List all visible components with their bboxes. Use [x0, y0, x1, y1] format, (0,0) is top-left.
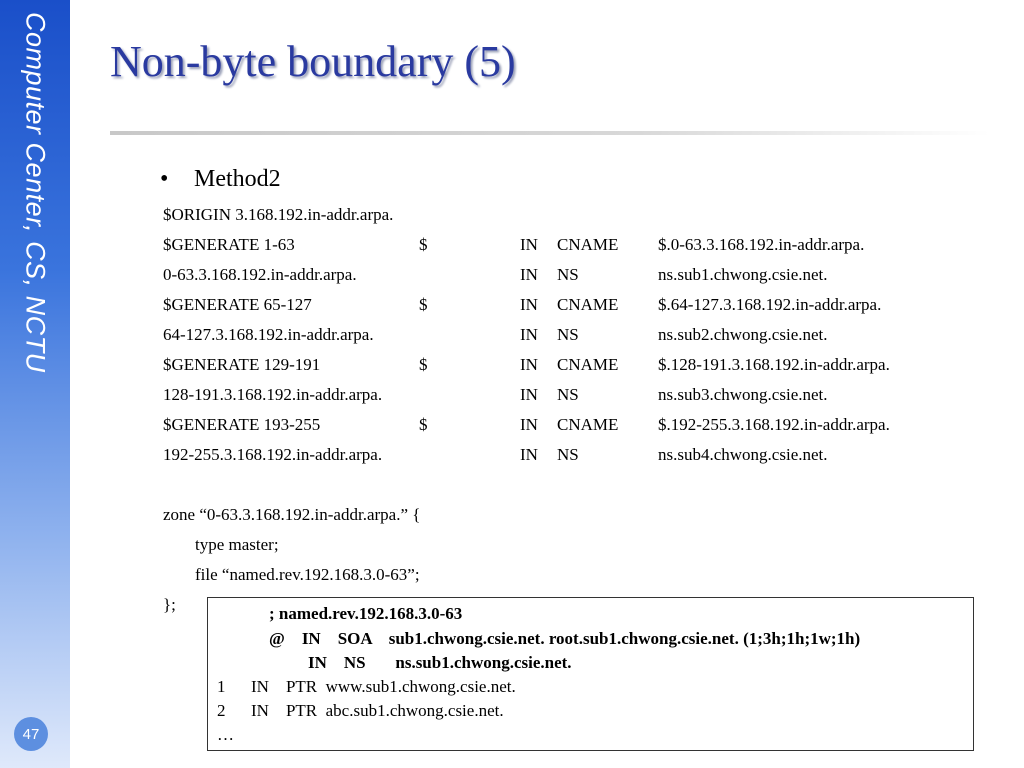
sidebar-org-label: Computer Center, CS, NCTU: [20, 12, 51, 373]
record-value: $.192-255.3.168.192.in-addr.arpa.: [658, 415, 890, 434]
record-name: 192-255.3.168.192.in-addr.arpa.: [163, 445, 383, 464]
title-divider: [110, 131, 990, 135]
zone-open-line: zone “0-63.3.168.192.in-addr.arpa.” {: [163, 505, 421, 524]
record-value: ns.sub2.chwong.csie.net.: [658, 325, 828, 344]
zone-file-ellipsis: …: [217, 725, 234, 744]
origin-line: $ORIGIN 3.168.192.in-addr.arpa.: [163, 205, 394, 224]
record-name: $GENERATE 65-127: [163, 295, 312, 314]
record-value: ns.sub1.chwong.csie.net.: [658, 265, 828, 284]
record-type: NS: [557, 325, 579, 344]
record-type: NS: [557, 385, 579, 404]
zone-file-ns: IN NS ns.sub1.chwong.csie.net.: [308, 653, 572, 672]
record-owner: $: [419, 415, 428, 434]
record-name: $GENERATE 193-255: [163, 415, 321, 434]
zone-type-line: type master;: [195, 535, 279, 554]
record-name: 64-127.3.168.192.in-addr.arpa.: [163, 325, 374, 344]
record-class: IN: [520, 235, 538, 254]
record-class: IN: [520, 445, 538, 464]
slide-title: Non-byte boundary (5): [110, 37, 516, 86]
zone-file-comment: ; named.rev.192.168.3.0-63: [269, 604, 463, 623]
bullet-text: Method2: [194, 166, 281, 192]
bullet-method2: [160, 166, 281, 193]
record-type: CNAME: [557, 295, 619, 314]
zone-close-line: };: [163, 595, 176, 614]
record-name: $GENERATE 1-63: [163, 235, 295, 254]
record-type: CNAME: [557, 355, 619, 374]
sidebar: [0, 0, 70, 768]
record-owner: $: [419, 235, 428, 254]
record-class: IN: [520, 385, 538, 404]
zone-file-box: [207, 597, 974, 751]
record-owner: $: [419, 295, 428, 314]
record-name: 128-191.3.168.192.in-addr.arpa.: [163, 385, 383, 404]
record-class: IN: [520, 265, 538, 284]
zone-file-ptr1: 1 IN PTR www.sub1.chwong.csie.net.: [217, 677, 516, 696]
record-name: $GENERATE 129-191: [163, 355, 321, 374]
zone-file-line: file “named.rev.192.168.3.0-63”;: [195, 565, 420, 584]
record-name: 0-63.3.168.192.in-addr.arpa.: [163, 265, 357, 284]
record-value: $.64-127.3.168.192.in-addr.arpa.: [658, 295, 882, 314]
record-value: $.128-191.3.168.192.in-addr.arpa.: [658, 355, 890, 374]
record-type: CNAME: [557, 415, 619, 434]
record-class: IN: [520, 295, 538, 314]
page-number-badge: 47: [14, 717, 48, 751]
record-value: ns.sub3.chwong.csie.net.: [658, 385, 828, 404]
zone-file-ptr2: 2 IN PTR abc.sub1.chwong.csie.net.: [217, 701, 504, 720]
record-type: NS: [557, 445, 579, 464]
record-class: IN: [520, 325, 538, 344]
zone-file-soa: @ IN SOA sub1.chwong.csie.net. root.sub1.chwong.csie.net. (1;3h;1h;1w;1h): [269, 629, 861, 648]
record-value: $.0-63.3.168.192.in-addr.arpa.: [658, 235, 865, 254]
record-class: IN: [520, 415, 538, 434]
bullet-dot-icon: •: [160, 166, 169, 192]
record-type: NS: [557, 265, 579, 284]
record-type: CNAME: [557, 235, 619, 254]
record-owner: $: [419, 355, 428, 374]
record-class: IN: [520, 355, 538, 374]
record-value: ns.sub4.chwong.csie.net.: [658, 445, 828, 464]
